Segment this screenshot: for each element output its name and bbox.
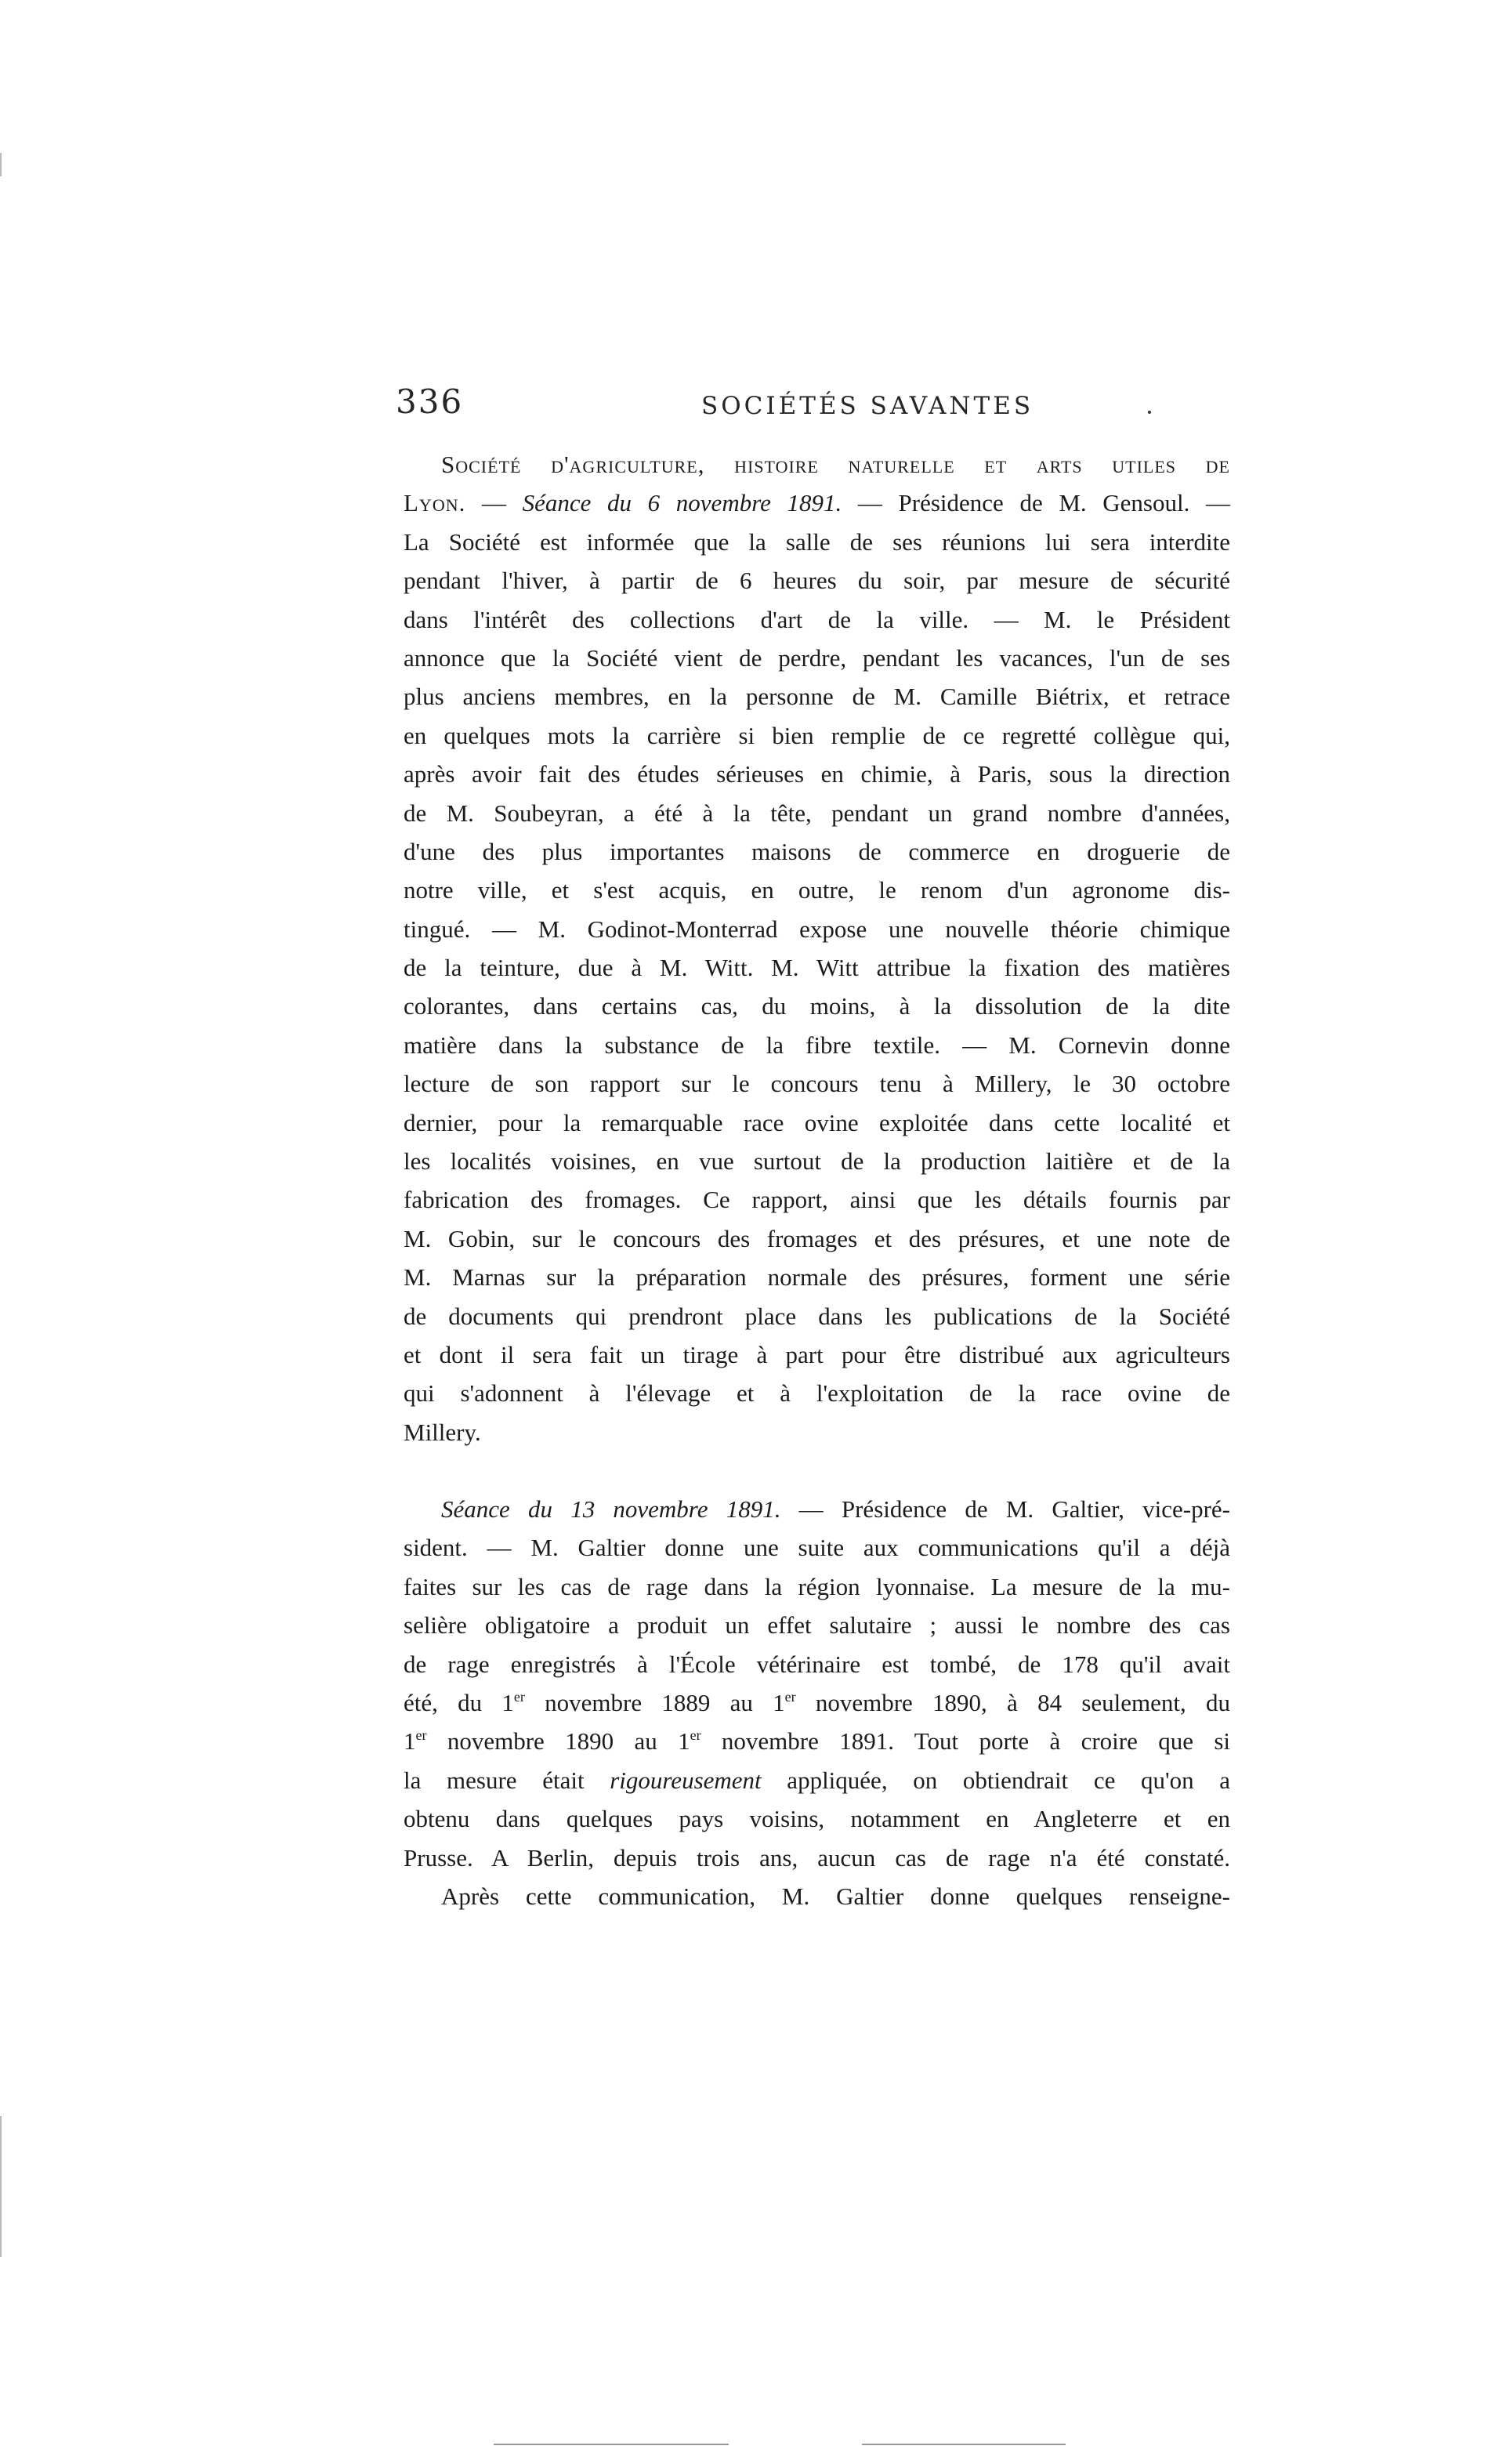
text-line [404, 1297, 1230, 1335]
text-segment: et dont il sera fait un tirage à part pour être distribué aux agriculteurs [404, 1340, 1230, 1368]
text-line [404, 1877, 1230, 1915]
text-segment: Millery. [404, 1418, 481, 1446]
text-segment: après avoir fait des études sérieuses en chimie, à Paris, sous la direction [404, 760, 1230, 788]
text-segment: été, du 1 [404, 1688, 514, 1716]
text-segment: faites sur les cas de rage dans la région lyonnaise. La mesure de la mu- [404, 1572, 1230, 1600]
text-line [404, 484, 1230, 522]
superscript: er [415, 1727, 427, 1744]
paragraph-seance-13-novembre [404, 1490, 1230, 1915]
text-line [404, 1335, 1230, 1374]
text-segment: M. Gobin, sur le concours des fromages et des présures, et une note de [404, 1224, 1230, 1252]
text-segment: dernier, pour la remarquable race ovine exploitée dans cette localité et [404, 1108, 1230, 1136]
text-segment: de la teinture, due à M. Witt. M. Witt attribue la fixation des matières [404, 954, 1230, 982]
text-line [404, 1258, 1230, 1296]
running-title: SOCIÉTÉS SAVANTES [701, 392, 1034, 420]
text-line [404, 832, 1230, 871]
text-line [404, 910, 1230, 948]
text-segment: pendant l'hiver, à partir de 6 heures du soir, par mesure de sécurité [404, 567, 1230, 595]
text-line [404, 794, 1230, 832]
header-dot [1148, 411, 1151, 414]
text-segment: tingué. — M. Godinot-Monterrad expose une nouvelle théorie chimique [404, 915, 1230, 943]
text-segment: — Présidence de M. Galtier, vice-pré- [780, 1495, 1230, 1523]
text-segment: d'une des plus importantes maisons de commerce en droguerie de [404, 837, 1230, 865]
text-line [404, 1374, 1230, 1412]
page-header [396, 382, 1230, 429]
text-line [404, 1839, 1230, 1877]
society-name: Société d'agriculture, histoire naturelle et arts utiles de [441, 451, 1230, 478]
text-segment: 1 [404, 1727, 416, 1756]
text-line [404, 1064, 1230, 1103]
text-segment: qui s'adonnent à l'élevage et à l'exploitation de la race ovine de [404, 1379, 1230, 1408]
text-segment: — [465, 489, 523, 517]
text-line [404, 677, 1230, 716]
text-segment: Prusse. A Berlin, depuis trois ans, aucun cas de rage n'a été constaté. [404, 1843, 1230, 1872]
superscript: er [784, 1688, 796, 1705]
italic-text: Séance du 6 novembre 1891. [522, 489, 842, 517]
text-segment: dans l'intérêt des collections d'art de la ville. — M. le Président [404, 605, 1230, 633]
paragraph-lines [404, 1490, 1230, 1915]
text-segment: de documents qui prendront place dans les publications de la Société [404, 1302, 1230, 1330]
text-segment: obtenu dans quelques pays voisins, notamment en Angleterre et en [404, 1805, 1230, 1833]
text-segment: sident. — M. Galtier donne une suite aux communications qu'il a déjà [404, 1534, 1230, 1562]
text-segment: notre ville, et s'est acquis, en outre, le renom d'un agronome dis- [404, 876, 1230, 904]
paragraph-seance-6-novembre [404, 445, 1230, 1451]
text-line [404, 561, 1230, 600]
text-segment: colorantes, dans certains cas, du moins, à la dissolution de la dite [404, 992, 1230, 1020]
text-line [404, 987, 1230, 1025]
text-segment: — Présidence de M. Gensoul. — [842, 489, 1230, 517]
text-segment: plus anciens membres, en la personne de M. Camille Biétrix, et retrace [404, 683, 1230, 711]
scan-edge-rule [862, 2444, 1066, 2445]
text-line [404, 600, 1230, 639]
text-line [404, 1180, 1230, 1219]
text-line [404, 755, 1230, 793]
page-number: 336 [396, 382, 464, 421]
text-line [404, 716, 1230, 755]
text-segment: en quelques mots la carrière si bien remplie de ce regretté collègue qui, [404, 721, 1230, 749]
text-segment: annonce que la Société vient de perdre, pendant les vacances, l'un de ses [404, 643, 1230, 672]
text-line [404, 1219, 1230, 1258]
text-segment: La Société est informée que la salle de ses réunions lui sera interdite [404, 527, 1230, 556]
text-line [404, 948, 1230, 987]
text-line [404, 639, 1230, 677]
text-line [404, 1528, 1230, 1567]
text-segment: fabrication des fromages. Ce rapport, ainsi que les détails fournis par [404, 1186, 1230, 1214]
text-line [404, 1142, 1230, 1180]
text-segment: de rage enregistrés à l'École vétérinaire est tombé, de 178 qu'il avait [404, 1650, 1230, 1678]
text-segment: Après cette communication, M. Galtier donne quelques renseigne- [441, 1882, 1230, 1910]
italic-text: Séance du 13 novembre 1891. [441, 1495, 781, 1523]
text-line [404, 1722, 1230, 1760]
scan-edge-rule [494, 2444, 729, 2445]
text-segment: de M. Soubeyran, a été à la tête, pendant un grand nombre d'années, [404, 799, 1230, 827]
text-segment: matière dans la substance de la fibre textile. — M. Cornevin donne [404, 1031, 1230, 1059]
text-line [404, 1026, 1230, 1064]
text-line [404, 1761, 1230, 1799]
text-line [404, 1606, 1230, 1644]
text-segment: novembre 1890, à 84 seulement, du [795, 1688, 1230, 1716]
text-line [404, 1645, 1230, 1683]
scan-margin-mark [0, 153, 2, 176]
text-segment: Lyon. [404, 489, 466, 517]
superscript: er [513, 1688, 525, 1705]
text-line [404, 1490, 1230, 1528]
text-line [404, 1683, 1230, 1722]
text-segment: lecture de son rapport sur le concours tenu à Millery, le 30 octobre [404, 1070, 1230, 1098]
italic-text: rigoureusement [610, 1766, 762, 1794]
paragraph-lines [404, 484, 1230, 1451]
text-segment: les localités voisines, en vue surtout de la production laitière et de la [404, 1147, 1230, 1176]
text-segment: M. Marnas sur la préparation normale des présures, forment une série [404, 1263, 1230, 1292]
text-segment: novembre 1889 au 1 [524, 1688, 785, 1716]
text-line [404, 871, 1230, 909]
text-line [404, 1567, 1230, 1606]
scan-margin-mark [0, 2116, 2, 2257]
text-segment: novembre 1890 au 1 [426, 1727, 690, 1756]
text-segment: selière obligatoire a produit un effet salutaire ; aussi le nombre des cas [404, 1611, 1230, 1640]
text-segment: novembre 1891. Tout porte à croire que si [701, 1727, 1230, 1756]
text-line [404, 1103, 1230, 1142]
text-line [404, 523, 1230, 561]
text-segment: appliquée, on obtiendrait ce qu'on a [761, 1766, 1230, 1794]
superscript: er [690, 1727, 701, 1744]
text-segment: la mesure était [404, 1766, 610, 1794]
text-line [404, 1799, 1230, 1838]
text-line [404, 1413, 1230, 1451]
